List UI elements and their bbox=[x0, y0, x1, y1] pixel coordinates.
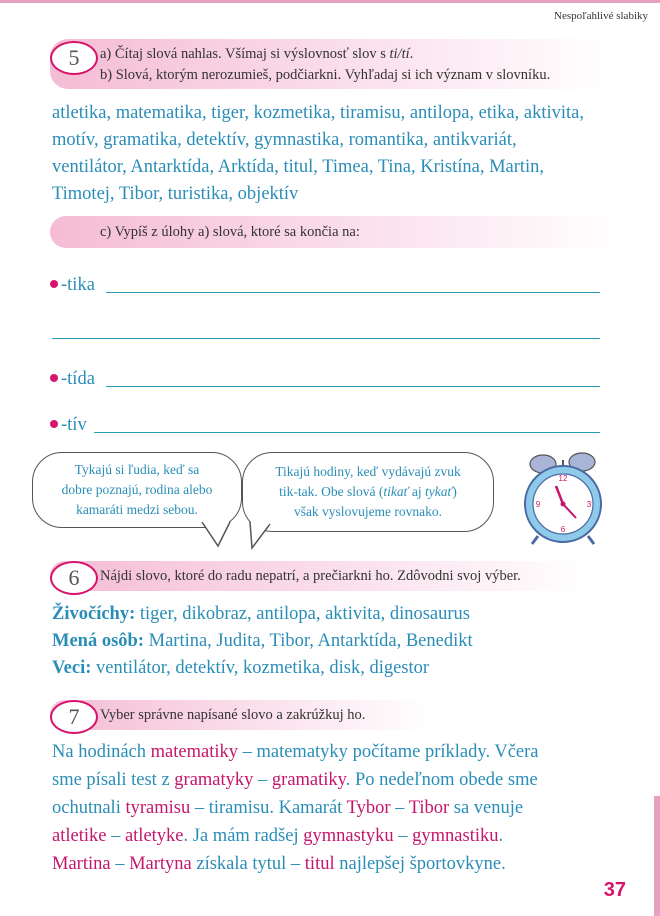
answer-line-tika-2[interactable] bbox=[52, 338, 600, 339]
choice-word[interactable]: Martyna bbox=[129, 854, 192, 874]
choice-word[interactable]: tyramisu bbox=[125, 798, 191, 818]
choice-word[interactable]: atletyke bbox=[124, 826, 184, 846]
task7-number-badge: 7 bbox=[50, 700, 98, 734]
task7-line-4: atletike – atletyke. Ja mám radšej gymnastyku – gymnastiku. bbox=[52, 826, 504, 846]
task7-line-3: ochutnali tyramisu – tiramisu. Kamarát Tybor – Tibor sa venuje bbox=[52, 798, 524, 818]
answer-line-tiv[interactable] bbox=[94, 432, 600, 433]
task6-instruction: Nájdi slovo, ktoré do radu nepatrí, a prečiarkni ho. Zdôvodni svoj výber. bbox=[100, 568, 521, 584]
task6-row-things: Veci: ventilátor, detektív, kozmetika, disk, digestor bbox=[52, 658, 430, 678]
bullet-icon bbox=[50, 374, 58, 382]
suffix-tida: -tída bbox=[50, 369, 95, 390]
task5-instruction-b: b) Slová, ktorým nerozumieš, podčiarkni. Vyhľadaj si ich význam v slovníku. bbox=[100, 67, 551, 83]
answer-line-tida[interactable] bbox=[106, 386, 600, 387]
speech-bubble-tykaju: Tykajú si ľudia, keď sa dobre poznajú, rodina alebo kamaráti medzi sebou. bbox=[32, 452, 242, 528]
speech-bubble-tail-right bbox=[246, 522, 276, 552]
bullet-icon bbox=[50, 280, 58, 288]
choice-word[interactable]: atletike bbox=[52, 826, 107, 846]
choice-word[interactable]: Tibor bbox=[408, 798, 450, 818]
alarm-clock-icon bbox=[518, 448, 608, 548]
answer-line-tika[interactable] bbox=[106, 292, 600, 293]
top-border bbox=[0, 0, 660, 3]
svg-text:3: 3 bbox=[586, 500, 592, 509]
choice-word[interactable]: matematyky bbox=[256, 742, 348, 762]
suffix-tiv: -tív bbox=[50, 415, 87, 436]
task5-instruction-a: a) Čítaj slová nahlas. Všímaj si výslovnosť slov s ti/tí. bbox=[100, 46, 414, 62]
svg-text:9: 9 bbox=[535, 500, 541, 509]
choice-word[interactable]: Martina bbox=[52, 854, 111, 874]
choice-word[interactable]: titul bbox=[304, 854, 335, 874]
task7-line-2: sme písali test z gramatyky – gramatiky. Po nedeľnom obede sme bbox=[52, 770, 538, 790]
choice-word[interactable]: gymnastyku bbox=[303, 826, 394, 846]
choice-word[interactable]: gramatyky bbox=[174, 770, 254, 790]
speech-bubble-tikaju: Tikajú hodiny, keď vydávajú zvuk tik-tak. Obe slová (tikať aj tykať) však vyslovujeme rovnako. bbox=[242, 452, 494, 532]
speech-bubble-tail-left bbox=[200, 520, 240, 550]
choice-word[interactable]: gramatiky bbox=[271, 770, 346, 790]
page-edge-bar bbox=[654, 796, 660, 916]
task7-line-1: Na hodinách matematiky – matematyky počítame príklady. Včera bbox=[52, 742, 539, 762]
task5-number-badge: 5 bbox=[50, 41, 98, 75]
bullet-icon bbox=[50, 420, 58, 428]
choice-word[interactable]: tytul bbox=[252, 854, 287, 874]
choice-word[interactable]: Tybor bbox=[346, 798, 391, 818]
task6-row-animals: Živočíchy: tiger, dikobraz, antilopa, aktivita, dinosaurus bbox=[52, 604, 470, 624]
task6-number-badge: 6 bbox=[50, 561, 98, 595]
task5-instruction-c: c) Vypíš z úlohy a) slová, ktoré sa končia na: bbox=[100, 224, 360, 240]
task6-row-names: Mená osôb: Martina, Judita, Tibor, Antarktída, Benedikt bbox=[52, 631, 473, 651]
svg-text:12: 12 bbox=[558, 474, 568, 483]
chapter-title: Nespoľahlivé slabiky bbox=[554, 10, 648, 22]
task7-line-5: Martina – Martyna získala tytul – titul najlepšej športovkyne. bbox=[52, 854, 506, 874]
choice-word[interactable]: gymnastiku bbox=[412, 826, 499, 846]
choice-word[interactable]: tiramisu bbox=[208, 798, 270, 818]
choice-word[interactable]: matematiky bbox=[150, 742, 238, 762]
svg-text:6: 6 bbox=[560, 525, 566, 534]
task7-instruction: Vyber správne napísané slovo a zakrúžkuj ho. bbox=[100, 707, 366, 723]
task5-word-list: atletika, matematika, tiger, kozmetika, tiramisu, antilopa, etika, aktivita, motív, gramatika, detektív, gymnastika, romantika, antikvariát, ventilátor, Antarktída, Arktída, titul, Timea, Tina, Kristína, Martin, Timotej, Tibor, turistika, objektív bbox=[52, 103, 584, 204]
suffix-tika: -tika bbox=[50, 275, 95, 296]
page-number: 37 bbox=[603, 879, 626, 901]
